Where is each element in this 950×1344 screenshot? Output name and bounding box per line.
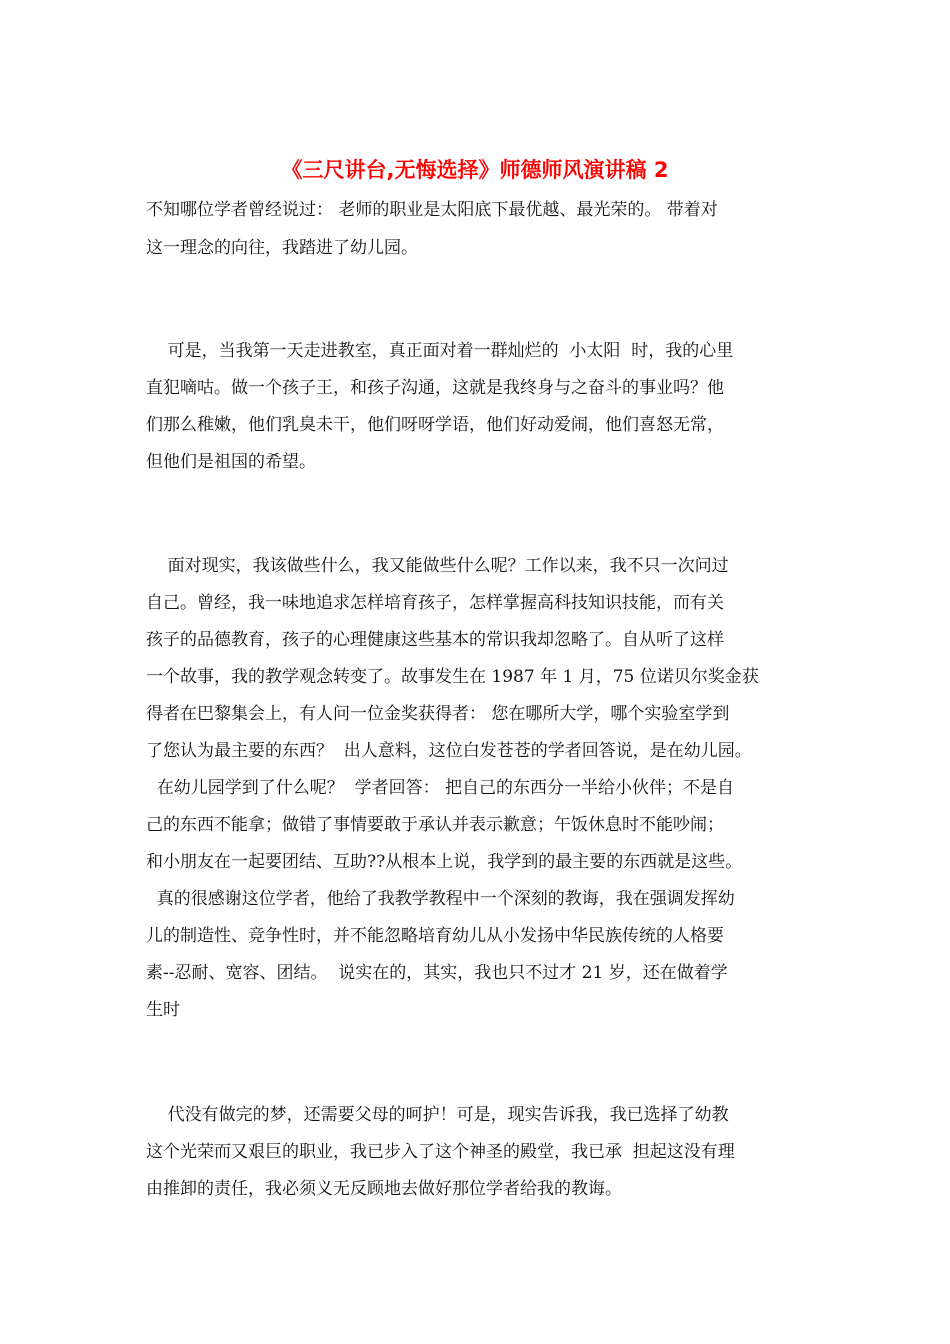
paragraph-3-line-9: 和小朋友在一起要团结、互助??从根本上说，我学到的最主要的东西就是这些。: [146, 852, 743, 872]
paragraph-3-line-2: 自己。曾经，我一味地追求怎样培育孩子，怎样掌握高科技知识技能，而有关: [146, 593, 724, 613]
paragraph-3-line-8: 己的东西不能拿；做错了事情要敢于承认并表示歉意；午饭休息时不能吵闹；: [146, 815, 724, 835]
paragraph-3-line-4: 一个故事，我的教学观念转变了。故事发生在 1987 年 1 月，75 位诺贝尔奖金获: [146, 667, 759, 687]
paragraph-2-line-4: 但他们是祖国的希望。: [146, 452, 316, 472]
paragraph-4-line-2: 这个光荣而又艰巨的职业，我已步入了这个神圣的殿堂，我已承 担起这没有理: [146, 1142, 735, 1162]
paragraph-3-line-3: 孩子的品德教育，孩子的心理健康这些基本的常识我却忽略了。自从听了这样: [146, 630, 724, 650]
paragraph-2-line-3: 们那么稚嫩，他们乳臭未干，他们呀呀学语，他们好动爱闹，他们喜怒无常，: [146, 415, 724, 435]
paragraph-2-line-2: 直犯嘀咕。做一个孩子王，和孩子沟通，这就是我终身与之奋斗的事业吗？他: [146, 378, 724, 398]
paragraph-1-line-2: 这一理念的向往，我踏进了幼儿园。: [146, 238, 418, 258]
paragraph-3-line-7: 在幼儿园学到了什么呢？ 学者回答： 把自己的东西分一半给小伙伴；不是自: [146, 778, 735, 798]
document-title: 《三尺讲台,无悔选择》师德师风演讲稿 2: [281, 158, 669, 182]
paragraph-3-line-6: 了您认为最主要的东西？ 出人意料，这位白发苍苍的学者回答说，是在幼儿园。: [146, 741, 752, 761]
paragraph-3-line-13: 生时: [146, 1000, 180, 1020]
paragraph-3-line-12: 素--忍耐、宽容、团结。 说实在的，其实，我也只不过才 21 岁，还在做着学: [146, 963, 728, 983]
paragraph-3-line-5: 得者在巴黎集会上，有人问一位金奖获得者： 您在哪所大学，哪个实验室学到: [146, 704, 730, 724]
paragraph-3-line-1: 面对现实，我该做些什么，我又能做些什么呢？工作以来，我不只一次问过: [146, 556, 729, 576]
paragraph-2-line-1: 可是，当我第一天走进教室，真正面对着一群灿烂的 小太阳 时，我的心里: [146, 341, 734, 361]
paragraph-4-line-3: 由推卸的责任，我必须义无反顾地去做好那位学者给我的教诲。: [146, 1179, 622, 1199]
paragraph-1-line-1: 不知哪位学者曾经说过： 老师的职业是太阳底下最优越、最光荣的。 带着对: [146, 200, 718, 220]
paragraph-3-line-11: 儿的制造性、竞争性时，并不能忽略培育幼儿从小发扬中华民族传统的人格要: [146, 926, 724, 946]
paragraph-3-line-10: 真的很感谢这位学者，他给了我教学教程中一个深刻的教诲，我在强调发挥幼: [146, 889, 735, 909]
paragraph-4-line-1: 代没有做完的梦，还需要父母的呵护！可是，现实告诉我，我已选择了幼教: [146, 1105, 729, 1125]
